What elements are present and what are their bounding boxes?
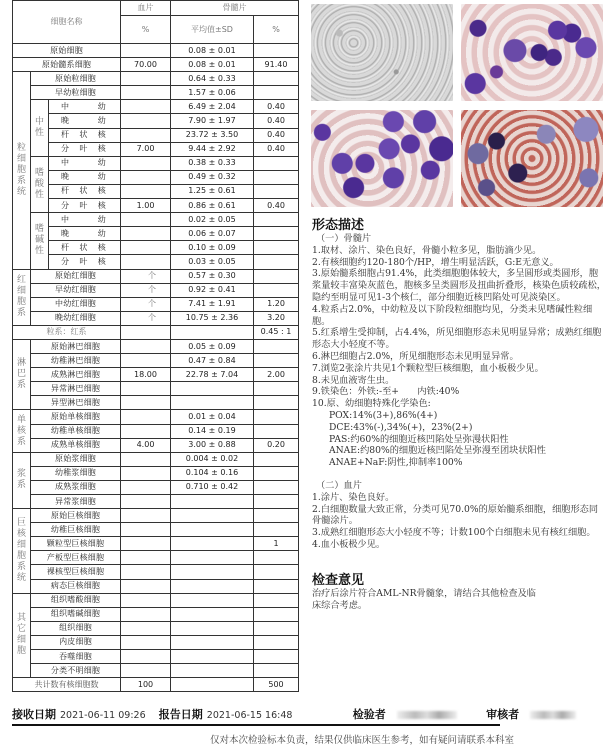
blood-value xyxy=(121,621,171,635)
marrow-value xyxy=(254,551,299,565)
blood-value xyxy=(121,664,171,678)
marrow-value xyxy=(254,621,299,635)
blood-value: 4.00 xyxy=(121,438,171,452)
group-other: 其它细胞 xyxy=(13,593,31,678)
table-row xyxy=(13,466,299,480)
marrow-value xyxy=(254,170,299,184)
cell-name: 成熟淋巴细胞 xyxy=(31,368,121,382)
total-label: 共计数有核细胞数 xyxy=(13,678,121,692)
mean-value: 9.44 ± 2.92 xyxy=(171,142,254,156)
marrow-value xyxy=(254,241,299,255)
marrow-value: 0.20 xyxy=(254,438,299,452)
blood-value xyxy=(121,480,171,494)
blood-value xyxy=(121,424,171,438)
table-row xyxy=(13,114,299,128)
marrow-value: 1 xyxy=(254,537,299,551)
table-row xyxy=(13,72,299,86)
mean-value xyxy=(171,523,254,537)
blood-value xyxy=(121,396,171,410)
cell-name: 幼稚淋巴细胞 xyxy=(31,354,121,368)
mean-value xyxy=(171,396,254,410)
marrow-value xyxy=(254,283,299,297)
marrow-value xyxy=(254,410,299,424)
marrow-value xyxy=(254,495,299,509)
mean-value: 0.05 ± 0.09 xyxy=(171,339,254,353)
ratio-value: 0.45 : 1 xyxy=(254,325,299,339)
marrow-value xyxy=(254,523,299,537)
table-row xyxy=(13,58,299,72)
mean-value xyxy=(171,650,254,664)
mean-value: 0.86 ± 0.61 xyxy=(171,199,254,213)
mean-value xyxy=(171,621,254,635)
cell-name: 内皮细胞 xyxy=(31,635,121,649)
blood-value xyxy=(121,382,171,396)
marrow-value xyxy=(254,339,299,353)
table-row xyxy=(13,579,299,593)
stain-result: POX:14%(3+),86%(4+) xyxy=(329,409,438,421)
group-lymph: 淋巴系 xyxy=(13,339,31,409)
examiner-label: 检验者 xyxy=(352,708,386,721)
blood-value xyxy=(121,86,171,100)
blood-value: 70.00 xyxy=(121,58,171,72)
description-title: 形态描述 xyxy=(312,218,365,233)
header-blood-percent: % xyxy=(121,16,171,44)
cell-name: 分 叶 核 xyxy=(61,256,106,266)
blood-value: 18.00 xyxy=(121,368,171,382)
blood-value xyxy=(121,593,171,607)
marrow-value xyxy=(254,579,299,593)
cell-name: 原始髓系细胞 xyxy=(13,58,121,72)
table-row xyxy=(13,424,299,438)
table-row xyxy=(13,438,299,452)
marrow-value xyxy=(254,424,299,438)
mean-value: 6.49 ± 2.04 xyxy=(171,100,254,114)
mean-value: 0.38 ± 0.33 xyxy=(171,156,254,170)
cell-name: 早幼红细胞 xyxy=(31,283,121,297)
mean-value: 0.08 ± 0.01 xyxy=(171,44,254,58)
reviewer-name-redacted xyxy=(530,711,576,719)
cell-name: 吞噬细胞 xyxy=(31,650,121,664)
marrow-value: 1.20 xyxy=(254,297,299,311)
table-row xyxy=(13,480,299,494)
header-blood-smear: 血片 xyxy=(121,1,171,16)
micrograph-stain-image xyxy=(461,110,603,207)
table-row xyxy=(13,650,299,664)
marrow-value xyxy=(254,565,299,579)
cell-name: 成熟单核细胞 xyxy=(31,438,121,452)
mean-value: 1.25 ± 0.61 xyxy=(171,184,254,198)
cell-name: 原始淋巴细胞 xyxy=(31,339,121,353)
cell-name: 原始粒细胞 xyxy=(31,72,121,86)
blood-value xyxy=(121,607,171,621)
marrow-value xyxy=(254,213,299,227)
table-row xyxy=(13,607,299,621)
bone-marrow-line: 10.原、幼细胞特殊化学染色: xyxy=(312,398,431,410)
opinion-text: 治疗后涂片符合AML-NR骨髓象，请结合其他检查及临床综合考虑。 xyxy=(312,587,536,611)
mean-value xyxy=(171,593,254,607)
received-date-label: 接收日期 xyxy=(12,708,56,721)
mean-value: 0.49 ± 0.32 xyxy=(171,170,254,184)
blood-value xyxy=(121,213,171,227)
marrow-value xyxy=(254,466,299,480)
cell-name: 中 幼 xyxy=(61,214,106,224)
blood-value xyxy=(121,100,171,114)
blood-value: 个 xyxy=(121,297,171,311)
blood-value xyxy=(121,44,171,58)
marrow-value xyxy=(254,509,299,523)
marrow-value xyxy=(254,86,299,100)
header-marrow-percent: % xyxy=(254,16,299,44)
marrow-value xyxy=(254,184,299,198)
blood-value xyxy=(121,410,171,424)
blood-value: 个 xyxy=(121,283,171,297)
table-row xyxy=(13,523,299,537)
mean-value: 7.90 ± 1.97 xyxy=(171,114,254,128)
bone-marrow-line: 7.浏览2张涂片共见1个颗粒型巨核细胞，血小板极少见。 xyxy=(312,362,544,374)
cell-name: 原始细胞 xyxy=(13,44,121,58)
cell-name: 早幼粒细胞 xyxy=(31,86,121,100)
table-row xyxy=(13,551,299,565)
marrow-value xyxy=(254,650,299,664)
blood-value xyxy=(121,466,171,480)
mean-value: 0.104 ± 0.16 xyxy=(171,466,254,480)
group-erythroid: 红细胞系 xyxy=(13,269,31,325)
table-row xyxy=(13,283,299,297)
group-neutrophil: 中性 xyxy=(31,100,49,156)
mean-value: 0.64 ± 0.33 xyxy=(171,72,254,86)
table-row xyxy=(13,495,299,509)
header-cell-name: 细胞名称 xyxy=(13,1,121,44)
group-granulocyte: 粒细胞系统 xyxy=(13,72,31,269)
cell-name: 晚 幼 xyxy=(61,228,106,238)
cell-name: 中幼红细胞 xyxy=(31,297,121,311)
table-row xyxy=(13,339,299,353)
table-row xyxy=(13,565,299,579)
cell-name: 分类不明细胞 xyxy=(31,664,121,678)
marrow-value xyxy=(254,255,299,269)
marrow-value: 0.40 xyxy=(254,114,299,128)
table-row xyxy=(13,255,299,269)
marrow-value xyxy=(254,156,299,170)
mean-value: 0.06 ± 0.07 xyxy=(171,227,254,241)
blood-value: 7.00 xyxy=(121,142,171,156)
mean-value: 7.41 ± 1.91 xyxy=(171,297,254,311)
cell-name: 原始单核细胞 xyxy=(31,410,121,424)
cell-name: 产板型巨核细胞 xyxy=(31,551,121,565)
mean-value: 0.02 ± 0.05 xyxy=(171,213,254,227)
cell-name: 杆 状 核 xyxy=(61,186,106,196)
mean-value xyxy=(171,551,254,565)
blood-value xyxy=(121,170,171,184)
table-row xyxy=(13,44,299,58)
cell-name: 异型淋巴细胞 xyxy=(31,396,121,410)
micrograph-panel xyxy=(309,2,607,212)
blood-value xyxy=(121,509,171,523)
bone-marrow-line: 6.淋巴细胞占2.0%，所见细胞形态未见明显异常。 xyxy=(312,350,519,362)
blood-value xyxy=(121,241,171,255)
table-row xyxy=(13,156,299,170)
mean-value: 0.57 ± 0.30 xyxy=(171,269,254,283)
mean-value: 23.72 ± 3.50 xyxy=(171,128,254,142)
examiner-name-redacted xyxy=(397,711,457,719)
marrow-value: 0.40 xyxy=(254,128,299,142)
blood-value xyxy=(121,650,171,664)
reviewer-label: 审核者 xyxy=(486,708,520,721)
table-row xyxy=(13,382,299,396)
mean-value: 0.01 ± 0.04 xyxy=(171,410,254,424)
cell-name: 裸核型巨核细胞 xyxy=(31,565,121,579)
table-row xyxy=(13,410,299,424)
bone-marrow-line: 4.粒系占2.0%，中幼粒及以下阶段粒细胞均见，分类未见嗜碱性粒细胞。 xyxy=(312,303,593,327)
cell-name: 晚 幼 xyxy=(61,172,106,182)
mean-value xyxy=(171,607,254,621)
cell-name: 颗粒型巨核细胞 xyxy=(31,537,121,551)
marrow-value: 0.40 xyxy=(254,142,299,156)
blood-line: 2.白细胞数量大致正常，分类可见70.0%的原始髓系细胞，细胞形态同骨髓涂片。 xyxy=(312,503,599,527)
cell-name: 组织嗜碱细胞 xyxy=(31,607,121,621)
blood-value xyxy=(121,325,171,339)
blood-heading: （二）血片 xyxy=(316,479,362,491)
cell-name: 杆 状 核 xyxy=(61,130,106,140)
cell-name: 组织嗜酸细胞 xyxy=(31,593,121,607)
blood-value: 1.00 xyxy=(121,199,171,213)
cell-name: 病态巨核细胞 xyxy=(31,579,121,593)
table-row xyxy=(13,593,299,607)
cell-name: 原始浆细胞 xyxy=(31,452,121,466)
cell-name: 异常淋巴细胞 xyxy=(31,382,121,396)
cell-name: 异常浆细胞 xyxy=(31,495,121,509)
table-row xyxy=(13,241,299,255)
opinion-title: 检查意见 xyxy=(312,572,365,588)
marrow-value xyxy=(254,382,299,396)
table-row xyxy=(13,325,299,339)
report-date-label: 报告日期 xyxy=(158,708,203,721)
blood-line: 3.成熟红细胞形态大小轻度不等；计数100个白细胞未见有核红细胞。 xyxy=(312,527,596,539)
table-row xyxy=(13,170,299,184)
cell-name: 中 幼 xyxy=(61,158,106,168)
mean-value xyxy=(171,537,254,551)
blood-value xyxy=(121,227,171,241)
mean-value xyxy=(171,579,254,593)
stain-result: DCE:43%(-),34%(+)，23%(2+) xyxy=(329,421,473,433)
blood-value xyxy=(121,354,171,368)
marrow-value: 91.40 xyxy=(254,58,299,72)
mean-value xyxy=(171,565,254,579)
cell-name: 分 叶 核 xyxy=(61,200,106,210)
blood-value xyxy=(121,128,171,142)
marrow-value: 0.40 xyxy=(254,100,299,114)
group-mono: 单核系 xyxy=(13,410,31,452)
marrow-value xyxy=(254,452,299,466)
cell-name: 组织细胞 xyxy=(31,621,121,635)
table-row xyxy=(13,621,299,635)
header-mean-sd: 平均值±SD xyxy=(171,16,254,44)
marrow-value xyxy=(254,635,299,649)
marrow-value xyxy=(254,396,299,410)
mean-value: 0.47 ± 0.84 xyxy=(171,354,254,368)
mean-value xyxy=(171,382,254,396)
blood-value xyxy=(121,156,171,170)
mean-value xyxy=(171,325,254,339)
mean-value xyxy=(171,635,254,649)
table-row xyxy=(13,537,299,551)
mean-value: 0.710 ± 0.42 xyxy=(171,480,254,494)
marrow-value: 0.40 xyxy=(254,199,299,213)
mean-value xyxy=(171,495,254,509)
table-row xyxy=(13,142,299,156)
blood-value xyxy=(121,452,171,466)
blood-value xyxy=(121,339,171,353)
micrograph-low-power-image xyxy=(311,4,453,101)
table-row xyxy=(13,354,299,368)
blood-value xyxy=(121,579,171,593)
table-row xyxy=(13,100,299,114)
table-row xyxy=(13,452,299,466)
blood-value xyxy=(121,565,171,579)
table-row xyxy=(13,396,299,410)
total-marrow: 500 xyxy=(254,678,299,692)
marrow-value xyxy=(254,72,299,86)
mean-value: 3.00 ± 0.88 xyxy=(171,438,254,452)
marrow-value: 3.20 xyxy=(254,311,299,325)
cell-name: 分 叶 核 xyxy=(61,144,106,154)
table-row xyxy=(13,227,299,241)
mean-value: 0.03 ± 0.05 xyxy=(171,255,254,269)
bone-marrow-line: 5.红系增生受抑制，占4.4%，所见细胞形态未见明显异常；成熟红细胞形态大小轻度不等。 xyxy=(312,327,602,351)
micrograph-blasts-image-2 xyxy=(311,110,453,207)
table-row xyxy=(13,184,299,198)
marrow-value xyxy=(254,354,299,368)
bone-marrow-line: 3.原始髓系细胞占91.4%，此类细胞胞体较大，多呈圆形或类圆形，胞浆量较丰富染灰蓝色，胞核多呈类圆形及扭曲折叠形，核染色质较疏松，隐约至明显可见1-3个核仁，部分细胞近核凹陷处可见淡染区。 xyxy=(312,268,606,303)
bone-marrow-line: 8.未见血液寄生虫。 xyxy=(312,374,395,386)
table-row xyxy=(13,664,299,678)
ratio-label: 粒系：红系 xyxy=(13,325,121,339)
mean-value: 22.78 ± 7.04 xyxy=(171,368,254,382)
table-row xyxy=(13,509,299,523)
table-row xyxy=(13,213,299,227)
total-mean-empty xyxy=(171,678,254,692)
mean-value: 0.08 ± 0.01 xyxy=(171,58,254,72)
table-row xyxy=(13,269,299,283)
cell-name: 晚 幼 xyxy=(61,116,106,126)
footer-divider xyxy=(12,724,500,726)
marrow-value xyxy=(254,480,299,494)
marrow-value xyxy=(254,227,299,241)
blood-value: 个 xyxy=(121,269,171,283)
marrow-value: 2.00 xyxy=(254,368,299,382)
cell-count-table xyxy=(12,0,299,692)
cell-name: 中 幼 xyxy=(61,101,106,111)
mean-value xyxy=(171,509,254,523)
marrow-value xyxy=(254,269,299,283)
header-bone-marrow: 骨髓片 xyxy=(171,1,299,16)
blood-value xyxy=(121,114,171,128)
blood-value xyxy=(121,523,171,537)
received-date-value: 2021-06-11 09:26 xyxy=(60,710,146,721)
marrow-value xyxy=(254,607,299,621)
bone-marrow-line: 1.取材、涂片、染色良好，骨髓小粒多见，脂肪滴少见。 xyxy=(312,244,542,256)
morphology-description xyxy=(312,218,607,611)
stain-result: PAS:约60%的细胞近核凹陷处呈弥漫状阳性 xyxy=(329,433,509,445)
cell-name: 幼稚浆细胞 xyxy=(31,466,121,480)
marrow-value xyxy=(254,664,299,678)
mean-value: 0.92 ± 0.41 xyxy=(171,283,254,297)
cell-name: 晚幼红细胞 xyxy=(31,311,121,325)
mean-value: 10.75 ± 2.36 xyxy=(171,311,254,325)
group-plasma: 浆系 xyxy=(13,452,31,508)
table-row xyxy=(13,128,299,142)
cell-name: 杆 状 核 xyxy=(61,242,106,252)
micrograph-blasts-image-1 xyxy=(461,4,603,101)
mean-value: 0.10 ± 0.09 xyxy=(171,241,254,255)
blood-value xyxy=(121,635,171,649)
group-megakaryocyte: 巨核细胞系统 xyxy=(13,509,31,594)
blood-value xyxy=(121,537,171,551)
bone-marrow-line: 2.有核细胞约120-180个/HP，增生明显活跃，G:E无意义。 xyxy=(312,256,559,268)
cell-name: 原始红细胞 xyxy=(31,269,121,283)
mean-value: 0.004 ± 0.02 xyxy=(171,452,254,466)
bone-marrow-heading: （一）骨髓片 xyxy=(316,233,372,244)
mean-value xyxy=(171,664,254,678)
report-date-value: 2021-06-15 16:48 xyxy=(206,710,293,721)
blood-value: 个 xyxy=(121,311,171,325)
table-row xyxy=(13,86,299,100)
mean-value: 1.57 ± 0.06 xyxy=(171,86,254,100)
report-footer xyxy=(12,706,592,720)
stain-result: ANAE+NaF:阴性,抑制率100% xyxy=(329,457,463,469)
group-basophil: 嗜碱性 xyxy=(31,213,49,269)
marrow-value xyxy=(254,593,299,607)
blood-value xyxy=(121,495,171,509)
table-row xyxy=(13,635,299,649)
blood-line: 1.涂片、染色良好。 xyxy=(312,491,395,503)
blood-value xyxy=(121,184,171,198)
group-eosinophil: 嗜酸性 xyxy=(31,156,49,212)
stain-result: ANAE:约80%的细胞近核凹陷处呈弥漫至团块状阳性 xyxy=(329,445,546,457)
table-row xyxy=(13,368,299,382)
blood-value xyxy=(121,551,171,565)
cell-name: 幼稚单核细胞 xyxy=(31,424,121,438)
bone-marrow-line: 9.铁染色：外铁:-至+ 内铁:40% xyxy=(312,386,460,398)
total-row xyxy=(13,678,299,692)
blood-line: 4.血小板极少见。 xyxy=(312,538,386,550)
cell-name: 幼稚巨核细胞 xyxy=(31,523,121,537)
table-row xyxy=(13,199,299,213)
cell-name: 原始巨核细胞 xyxy=(31,509,121,523)
disclaimer: 仅对本次检验标本负责，结果仅供临床医生参考，如有疑问请联系本科室 xyxy=(210,735,515,746)
mean-value: 0.14 ± 0.19 xyxy=(171,424,254,438)
total-blood: 100 xyxy=(121,678,171,692)
table-row xyxy=(13,297,299,311)
marrow-value xyxy=(254,44,299,58)
blood-value xyxy=(121,255,171,269)
blood-value xyxy=(121,72,171,86)
cell-name: 成熟浆细胞 xyxy=(31,480,121,494)
table-row xyxy=(13,311,299,325)
